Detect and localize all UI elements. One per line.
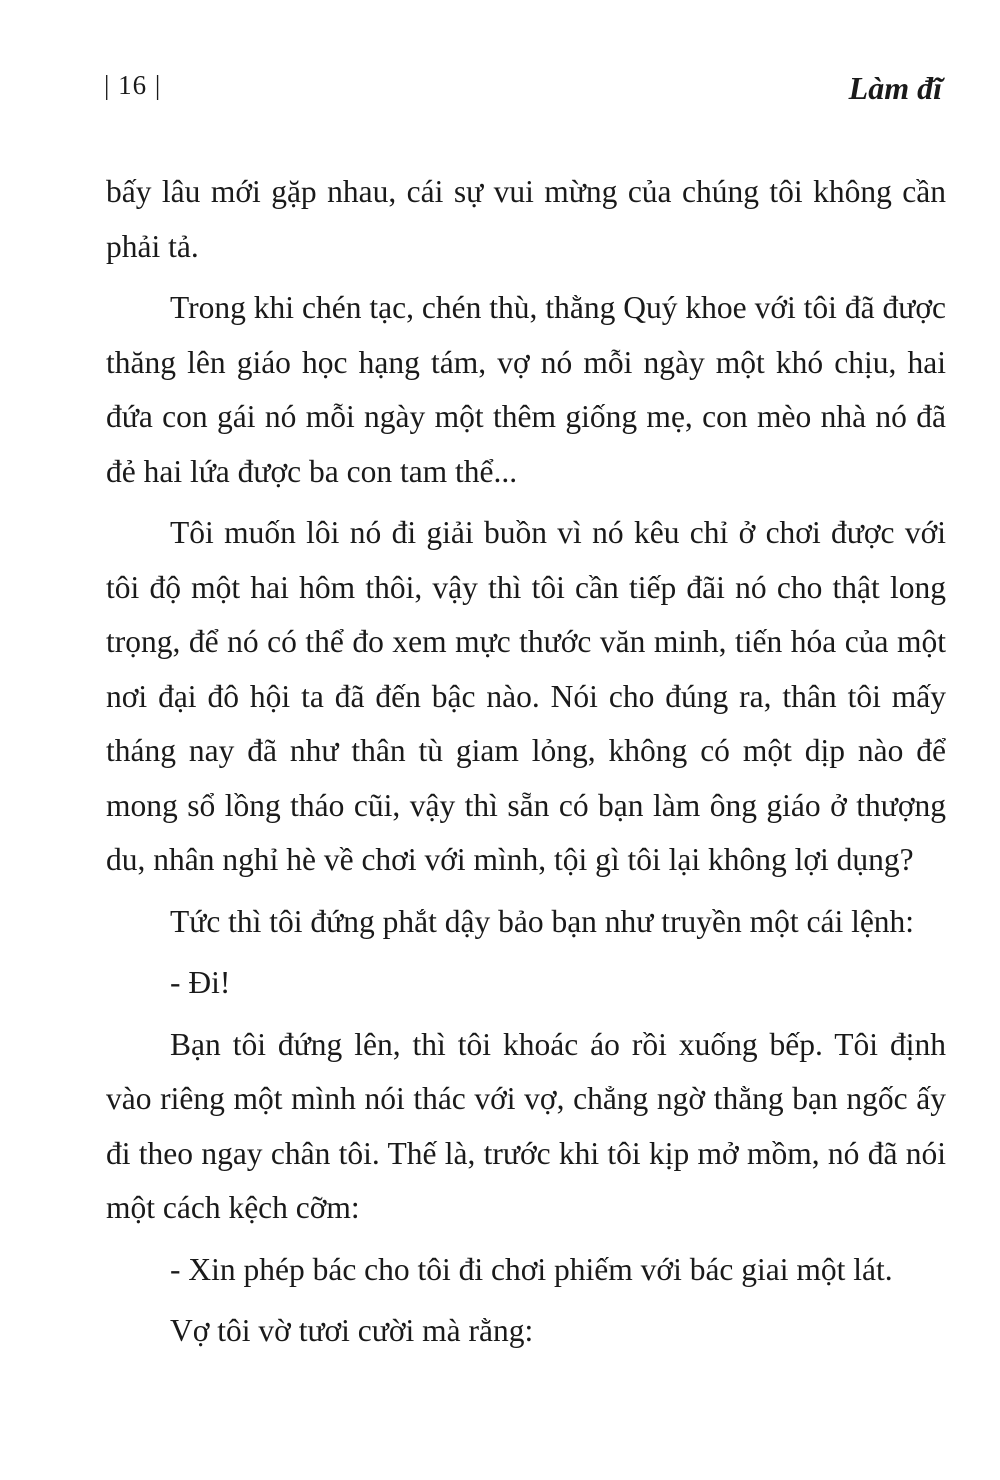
body-text — [106, 165, 946, 1366]
paragraph: Tôi muốn lôi nó đi giải buồn vì nó kêu chỉ ở chơi được với tôi độ một hai hôm thôi, vậy thì tôi cần tiếp đãi nó cho thật long trọng, để nó có thể đo xem mực thước văn minh, tiến hóa của một nơi đại đô hội ta đã đến bậc nào. Nói cho đúng ra, thân tôi mấy tháng nay đã như thân tù giam lỏng, không có một dịp nào để mong sổ lồng tháo cũi, vậy thì sẵn có bạn làm ông giáo ở thượng du, nhân nghỉ hè về chơi với mình, tội gì tôi lại không lợi dụng? — [106, 515, 946, 877]
dialogue-line: - Đi! — [170, 965, 231, 1000]
page-number: | 16 | — [104, 70, 162, 100]
paragraph: Trong khi chén tạc, chén thù, thằng Quý khoe với tôi đã được thăng lên giáo học hạng tám, vợ nó mỗi ngày một khó chịu, hai đứa con gái nó mỗi ngày một thêm giống mẹ, con mèo nhà nó đã đẻ hai lứa được ba con tam thể... — [106, 290, 946, 489]
page-header — [104, 70, 942, 110]
paragraph: Tức thì tôi đứng phắt dậy bảo bạn như truyền một cái lệnh: — [170, 903, 915, 939]
paragraph: bấy lâu mới gặp nhau, cái sự vui mừng của chúng tôi không cần phải tả. — [106, 174, 946, 264]
dialogue-line: - Xin phép bác cho tôi đi chơi phiếm với bác giai một lát. — [170, 1251, 893, 1287]
running-title: Làm đĩ — [848, 70, 942, 106]
paragraph: Bạn tôi đứng lên, thì tôi khoác áo rồi xuống bếp. Tôi định vào riêng một mình nói thác với vợ, chẳng ngờ thằng bạn ngốc ấy đi theo ngay chân tôi. Thế là, trước khi tôi kịp mở mồm, nó đã nói một cách kệch cỡm: — [106, 1026, 946, 1225]
paragraph: Vợ tôi vờ tươi cười mà rằng: — [170, 1313, 534, 1348]
